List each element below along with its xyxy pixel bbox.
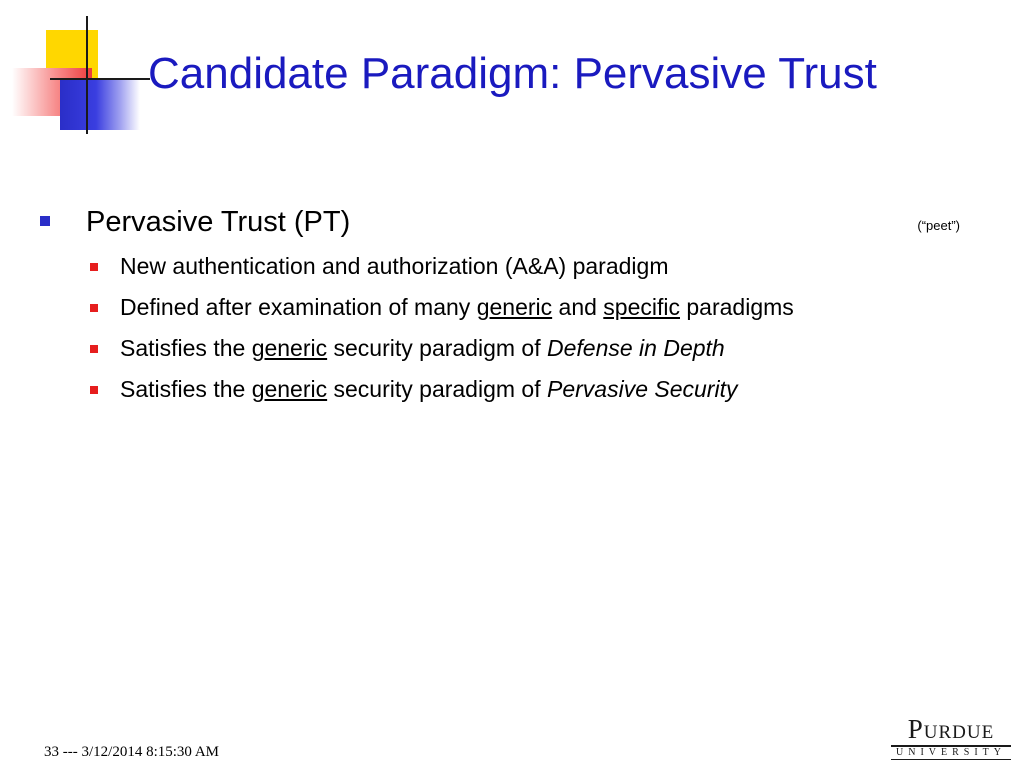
subbullet-item [88, 332, 988, 373]
underlined-term: generic [251, 376, 328, 402]
underlined-term: generic [476, 294, 553, 320]
subbullet-phrase: Satisfies the [120, 335, 252, 361]
subbullet-phrase: Defined after examination of many [120, 294, 477, 320]
subbullet-item [88, 291, 988, 332]
subbullet-text [120, 376, 737, 403]
square-bullet-icon [90, 386, 98, 394]
italic-term: Pervasive Security [547, 376, 738, 402]
subbullet-text [120, 335, 725, 362]
subbullet-phrase: security paradigm of [327, 376, 547, 402]
subbullet-item [88, 250, 988, 291]
square-bullet-icon [40, 216, 50, 226]
logo-rule-bottom [891, 759, 1011, 760]
subbullet-item [88, 373, 988, 414]
decor-blue-square [60, 78, 140, 130]
underlined-term: specific [603, 294, 680, 320]
bullet-pervasive-trust [36, 204, 966, 244]
pronunciation-note: (“peet”) [917, 218, 960, 233]
footer-slide-number-date: 33 --- 3/12/2014 8:15:30 AM [44, 744, 219, 760]
subbullet-phrase: and [552, 294, 604, 320]
subbullet-text [120, 253, 669, 280]
decor-horizontal-line [50, 78, 150, 80]
subbullet-phrase: paradigms [680, 294, 794, 320]
subbullet-text [120, 294, 794, 321]
slide-title: Candidate Paradigm: Pervasive Trust [148, 49, 877, 98]
square-bullet-icon [90, 304, 98, 312]
purdue-logo [889, 714, 1013, 762]
italic-term: Defense in Depth [547, 335, 725, 361]
underlined-term: generic [251, 335, 328, 361]
subbullet-list [88, 250, 988, 414]
subbullet-phrase: security paradigm of [327, 335, 547, 361]
logo-wordmark: Purdue [907, 714, 995, 744]
decor-vertical-line [86, 16, 88, 134]
square-bullet-icon [90, 345, 98, 353]
bullet-text: Pervasive Trust (PT) [86, 206, 351, 238]
square-bullet-icon [90, 263, 98, 271]
subbullet-phrase: New authentication and authorization (A&A) paradigm [120, 253, 669, 279]
logo-subtitle: UNIVERSITY [896, 747, 1006, 758]
subbullet-phrase: Satisfies the [120, 376, 252, 402]
